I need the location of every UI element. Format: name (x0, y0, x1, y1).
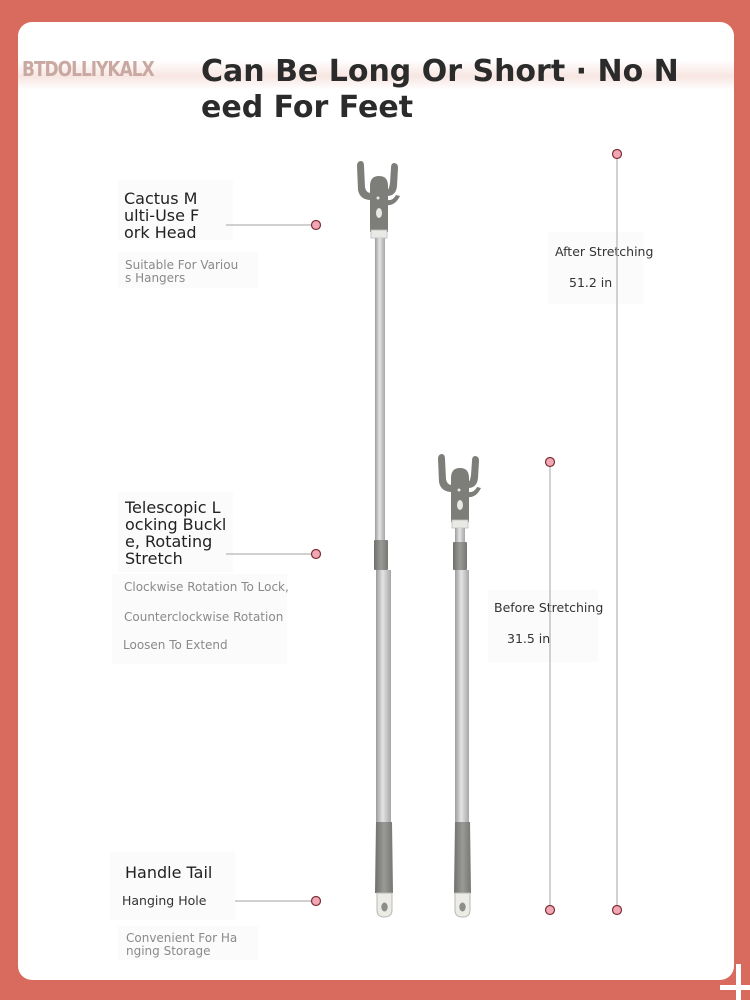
head-callout-title: Cactus Multi-Use Fork Head (124, 189, 200, 242)
page-title: Can Be Long Or Short · No Need For Feet (201, 54, 679, 125)
dimension-line-before (546, 458, 555, 915)
callout-lines (226, 225, 316, 901)
cactus-fork-head-icon (357, 161, 400, 238)
lock-callout-line-2: Counterclockwise Rotation (124, 610, 284, 624)
before-stretch-value: 31.5 in (507, 631, 551, 646)
cactus-fork-head-small-icon (438, 454, 481, 528)
after-stretch-value: 51.2 in (569, 275, 613, 290)
lock-callout-line-3: Loosen To Extend (123, 638, 228, 652)
callout-dots (312, 221, 321, 906)
tail-callout-label: Hanging Hole (122, 893, 207, 908)
lock-callout-title: Telescopic Locking Buckle, Rotating Stretch (125, 498, 227, 568)
extended-pole (357, 161, 400, 917)
head-callout-sub: Suitable For Various Hangers (125, 258, 239, 285)
tail-callout-sub: Convenient For Hanging Storage (126, 931, 238, 958)
before-stretch-label: Before Stretching (494, 600, 604, 615)
tail-callout-title: Handle Tail (125, 863, 213, 882)
retracted-pole (438, 454, 481, 917)
plus-icon (710, 960, 750, 1000)
dimension-line-after (613, 150, 622, 915)
lock-callout-line-1: Clockwise Rotation To Lock, (124, 580, 289, 594)
faded-watermark-text: BTDOLLIYKALX (22, 58, 154, 82)
after-stretch-label: After Stretching (555, 244, 654, 259)
